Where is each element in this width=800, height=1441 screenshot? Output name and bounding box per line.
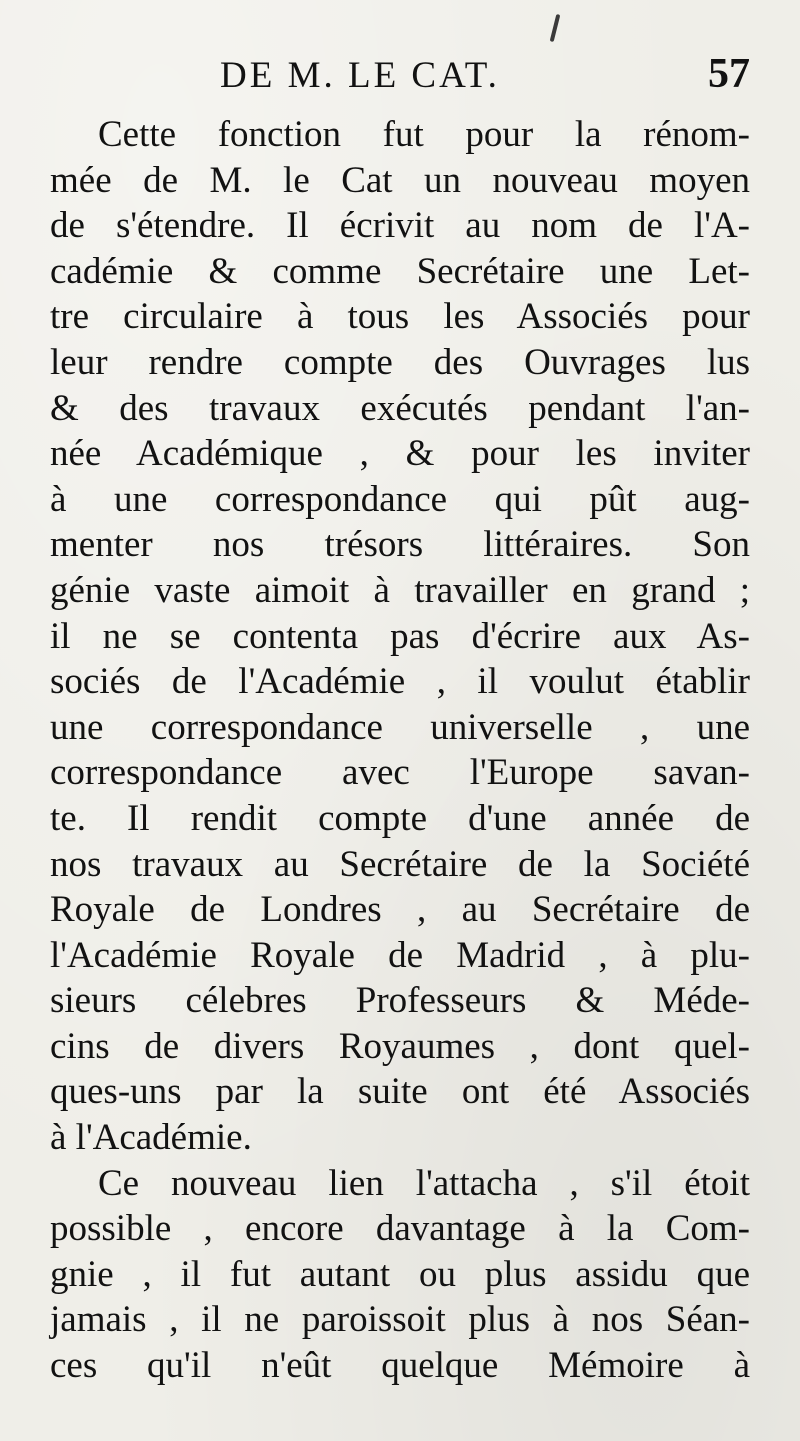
text-line: génie vaste aimoit à travailler en grand ; bbox=[50, 569, 750, 611]
text-line: née Académique , & pour les inviter bbox=[50, 433, 750, 475]
text-line: Royale de Londres , au Secrétaire de bbox=[50, 889, 750, 931]
text-line: possible , encore davantage à la Com- bbox=[50, 1208, 750, 1250]
text-line: cadémie & comme Secrétaire une Let- bbox=[50, 250, 750, 292]
page-number: 57 bbox=[708, 51, 750, 97]
text-line: nos travaux au Secrétaire de la Société bbox=[50, 843, 750, 885]
text-line: il ne se contenta pas d'écrire aux As- bbox=[50, 615, 750, 657]
text-line: & des travaux exécutés pendant l'an- bbox=[50, 387, 750, 429]
text-line: mée de M. le Cat un nouveau moyen bbox=[50, 159, 750, 201]
text-line: menter nos trésors littéraires. Son bbox=[50, 524, 750, 566]
text-line: Cette fonction fut pour la rénom- bbox=[98, 114, 750, 155]
text-line: à une correspondance qui pût aug- bbox=[50, 478, 750, 520]
text-line: tre circulaire à tous les Associés pour bbox=[50, 296, 750, 338]
text-line: à l'Académie. bbox=[50, 1117, 252, 1159]
text-line: ques-uns par la suite ont été Associés bbox=[50, 1071, 750, 1113]
text-line: jamais , il ne paroissoit plus à nos Séan- bbox=[50, 1299, 750, 1341]
running-head: DE M. LE CAT. bbox=[220, 55, 500, 96]
text-line: correspondance avec l'Europe savan- bbox=[50, 752, 750, 794]
body-text bbox=[50, 112, 750, 1389]
text-line: cins de divers Royaumes , dont quel- bbox=[50, 1025, 750, 1067]
ink-mark bbox=[550, 14, 561, 42]
text-line: une correspondance universelle , une bbox=[50, 706, 750, 748]
text-line: leur rendre compte des Ouvrages lus bbox=[50, 341, 750, 383]
text-line: Ce nouveau lien l'attacha , s'il étoit bbox=[98, 1162, 750, 1204]
text-line: ces qu'il n'eût quelque Mémoire à bbox=[50, 1345, 750, 1387]
page-header bbox=[50, 50, 752, 96]
text-line: te. Il rendit compte d'une année de bbox=[50, 797, 750, 839]
text-line: sociés de l'Académie , il voulut établir bbox=[50, 661, 750, 703]
text-line: l'Académie Royale de Madrid , à plu- bbox=[50, 934, 750, 976]
text-line: gnie , il fut autant ou plus assidu que bbox=[50, 1253, 750, 1295]
text-line: sieurs célebres Professeurs & Méde- bbox=[50, 980, 750, 1022]
text-line: de s'étendre. Il écrivit au nom de l'A- bbox=[50, 205, 750, 247]
